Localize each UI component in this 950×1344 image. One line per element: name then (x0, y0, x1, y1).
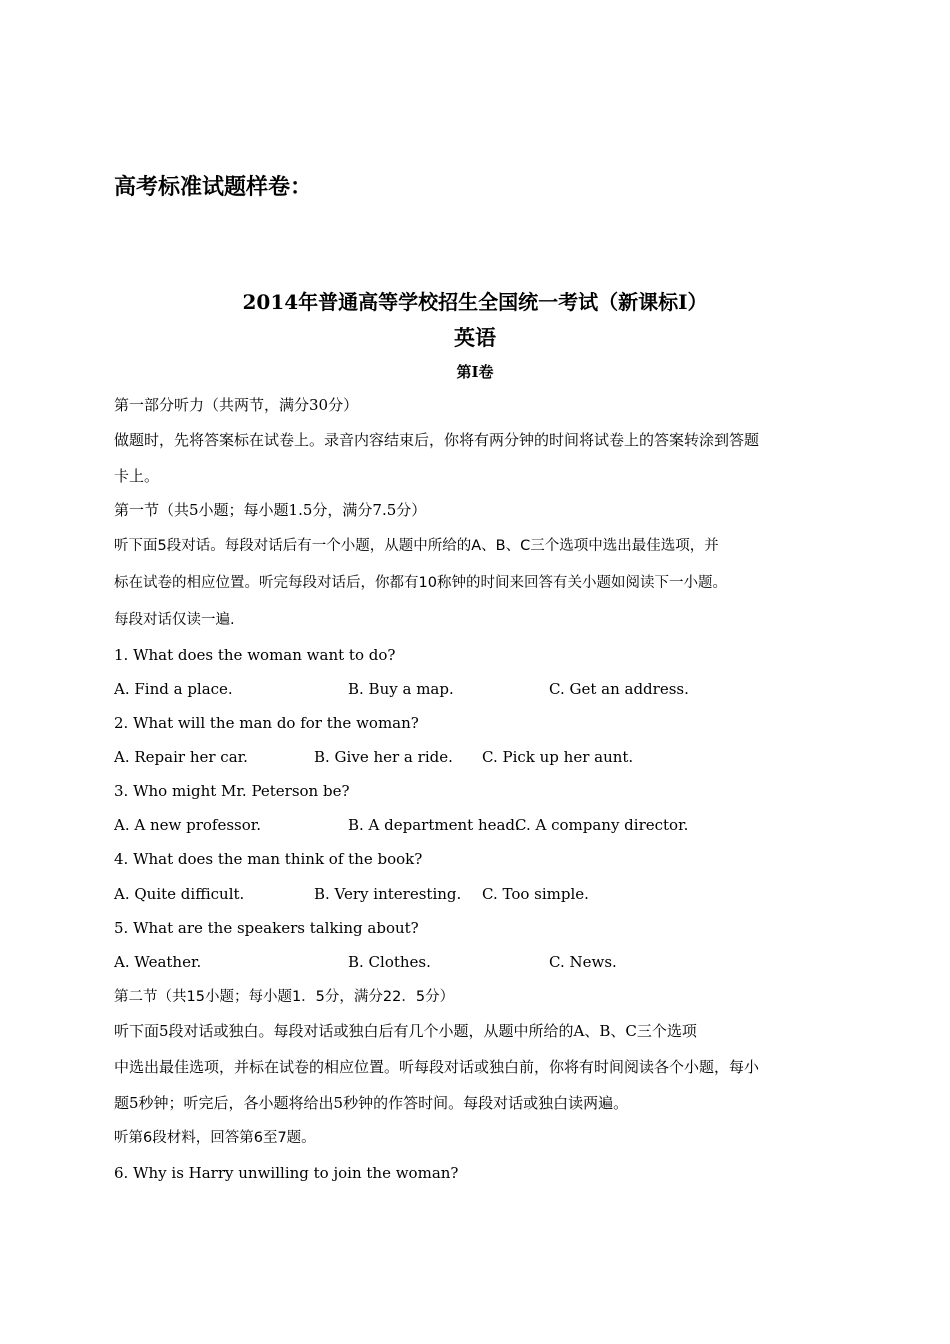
question-2-option-c: C. Pick up her aunt. (482, 748, 634, 766)
question-5-option-c: C. News. (549, 953, 617, 971)
section1-instructions-line3: 每段对话仅读一遍. (114, 612, 235, 628)
section2-instructions-line2: 中选出最佳选项，并标在试卷的相应位置。听每段对话或独白前，你将有时间阅读各个小题，每小 (114, 1058, 760, 1076)
part1-title: 第一部分听力（共两节，满分30分） (114, 396, 359, 414)
volume-title: 第I卷 (456, 363, 494, 381)
subject-title: 英语 (454, 325, 496, 350)
section2-instructions-line3: 题5秒钟；听完后，各小题将给出5秒钟的作答时间。每段对话或独白读两遍。 (114, 1094, 629, 1112)
question-1-option-b: B. Buy a map. (348, 680, 454, 698)
sample-paper-heading: 高考标准试题样卷： (114, 175, 313, 200)
question-2-option-b: B. Give her a ride. (314, 748, 453, 766)
question-2: 2. What will the man do for the woman? (114, 714, 419, 732)
question-4-option-c: C. Too simple. (482, 885, 589, 903)
question-4-option-b: B. Very interesting. (314, 885, 462, 903)
part1-instructions-line2: 卡上。 (114, 467, 160, 485)
section2-instructions-line1: 听下面5段对话或独白。每段对话或独白后有几个小题，从题中所给的A、B、C三个选项 (114, 1022, 697, 1040)
question-4: 4. What does the man think of the book? (114, 850, 423, 868)
question-1-option-c: C. Get an address. (549, 680, 689, 698)
question-3-option-c: C. A company director. (515, 816, 689, 834)
section1-instructions-line1: 听下面5段对话。每段对话后有一个小题，从题中所给的A、B、C三个选项中选出最佳选项，并 (114, 538, 719, 554)
exam-title: 2014年普通高等学校招生全国统一考试（新课标I） (242, 290, 708, 314)
question-2-option-a: A. Repair her car. (114, 748, 248, 766)
section1-title: 第一节（共5小题；每小题1.5分，满分7.5分） (114, 501, 427, 519)
question-5-option-a: A. Weather. (114, 953, 202, 971)
question-3-option-b: B. A department head. (348, 816, 520, 834)
question-3: 3. Who might Mr. Peterson be? (114, 782, 350, 800)
question-1: 1. What does the woman want to do? (114, 646, 396, 664)
question-1-option-a: A. Find a place. (114, 680, 233, 698)
question-6: 6. Why is Harry unwilling to join the woman? (114, 1164, 459, 1182)
section2-title: 第二节（共15小题；每小题1．5分，满分22．5分） (114, 989, 455, 1005)
question-3-option-a: A. A new professor. (114, 816, 262, 834)
part1-instructions-line1: 做题时，先将答案标在试卷上。录音内容结束后，你将有两分钟的时间将试卷上的答案转涂到答题 (114, 431, 760, 449)
section1-instructions-line2: 标在试卷的相应位置。听完每段对话后，你都有10称钟的时间来回答有关小题如阅读下一小题。 (114, 575, 727, 591)
material-6-note: 听第6段材料，回答第6至7题。 (114, 1130, 316, 1146)
question-5-option-b: B. Clothes. (348, 953, 431, 971)
question-5: 5. What are the speakers talking about? (114, 919, 419, 937)
question-4-option-a: A. Quite difficult. (114, 885, 245, 903)
